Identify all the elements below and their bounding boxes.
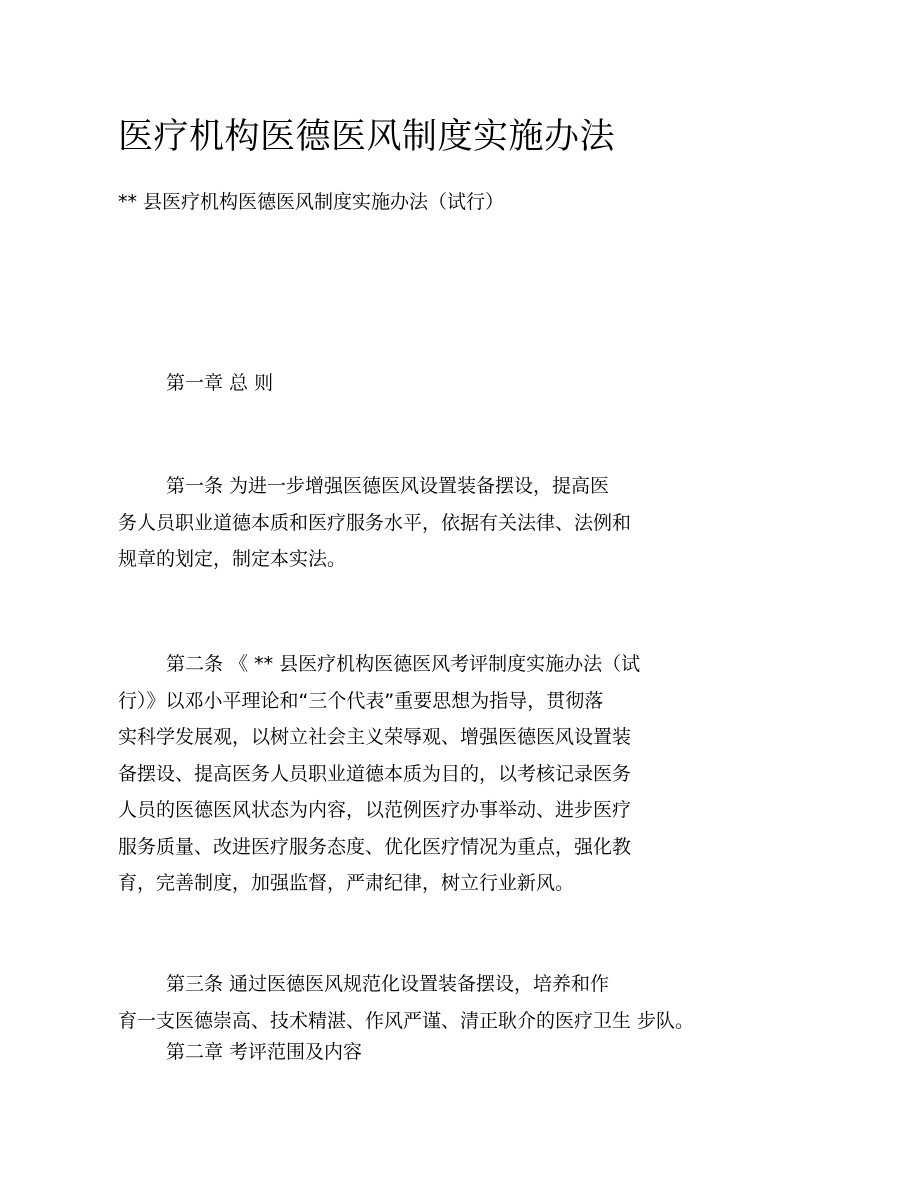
article-2-line: 育，完善制度，加强监督，严肃纪律，树立行业新风。 [118, 872, 575, 894]
chapter-1-heading: 第一章 总 则 [166, 372, 274, 394]
document-title: 医疗机构医德医风制度实施办法 [118, 117, 616, 157]
article-2-line: 实科学发展观，以树立社会主义荣辱观、增强医德医风设置装 [118, 726, 632, 748]
article-2-line: 第二条 《 ** 县医疗机构医德医风考评制度实施办法（试 [166, 653, 641, 675]
article-1-line: 务人员职业道德本质和医疗服务水平，依据有关法律、法例和 [118, 511, 632, 534]
article-2-line: 人员的医德医风状态为内容，以范例医疗办事举动、进步医疗 [118, 799, 632, 821]
article-2-line: 备摆设、提高医务人员职业道德本质为目的，以考核记录医务 [118, 762, 632, 785]
article-2-line: 服务质量、改进医疗服务态度、优化医疗情况为重点，强化教 [118, 835, 632, 858]
article-3-line: 育一支医德崇高、技术精湛、作风严谨、清正耿介的医疗卫生 步队。 [118, 1009, 695, 1032]
article-2-line: 行）》以邓小平理论和“三个代表”重要思想为指导，贯彻落 [118, 689, 604, 712]
article-3 [118, 966, 694, 1039]
article-3-line: 第三条 通过医德医风规范化设置装备摆设，培养和作 [166, 973, 610, 995]
chapter-2-heading: 第二章 考评范围及内容 [166, 1041, 363, 1063]
article-1-line: 第一条 为进一步增强医德医风设置装备摆设，提高医 [166, 475, 610, 497]
document-subtitle: ** 县医疗机构医德医风制度实施办法（试行） [118, 191, 505, 213]
article-1-line: 规章的划定，制定本实法。 [118, 548, 347, 570]
article-1 [118, 468, 631, 578]
article-2 [118, 646, 640, 902]
